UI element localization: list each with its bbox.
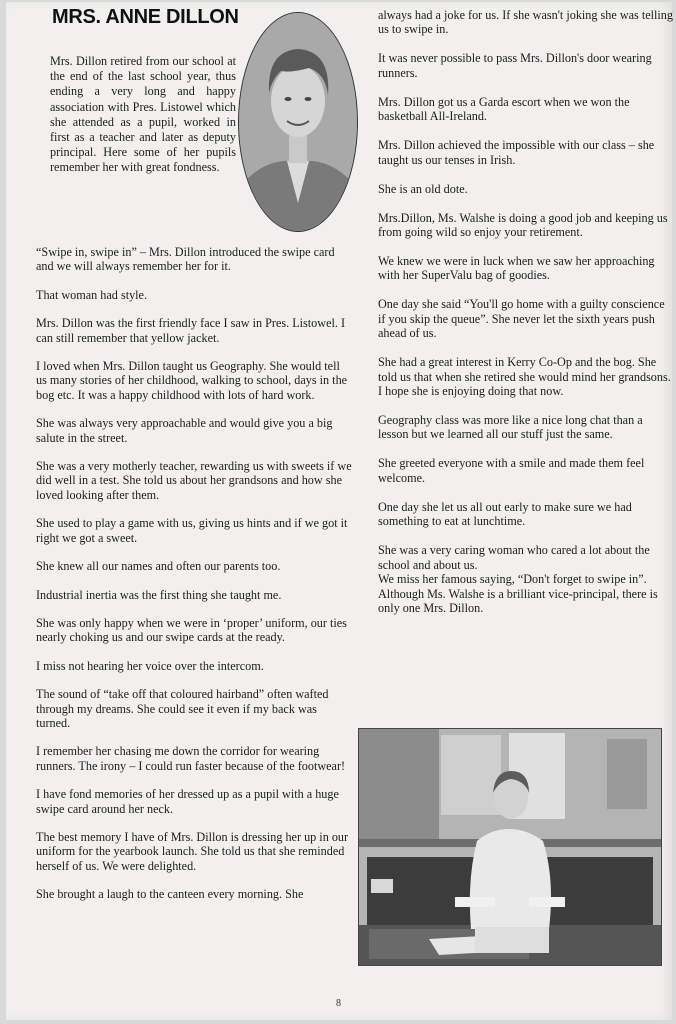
memory-paragraph: always had a joke for us. If she wasn't joking she was telling us to swipe in. [378,8,673,37]
right-column [378,8,674,630]
memory-paragraph: I have fond memories of her dressed up as a pupil with a huge swipe card around her neck. [36,787,339,816]
memory-paragraph: One day she let us all out early to make sure we had something to eat at lunchtime. [378,499,632,529]
memory-paragraph: I miss not hearing her voice over the intercom. [36,658,264,673]
memory-paragraph: “Swipe in, swipe in” – Mrs. Dillon introduced the swipe card and we will always remember her for it. [36,245,335,274]
left-column [36,245,352,916]
portrait-photo [238,12,358,232]
memory-paragraph: She was a very motherly teacher, rewarding us with sweets if we did well in a test. She told us about her grandsons and how she loved looking after them. [36,459,352,502]
memory-paragraph: Industrial inertia was the first thing she taught me. [36,587,282,602]
memory-paragraph: She greeted everyone with a smile and made them feel welcome. [378,456,645,485]
memory-paragraph: She knew all our names and often our parents too. [36,559,281,574]
memory-paragraph: Mrs. Dillon got us a Garda escort when we won the basketball All-Ireland. [378,94,630,124]
memory-paragraph: Mrs. Dillon achieved the impossible with our class – she taught us our tenses in Irish. [378,138,655,167]
memory-paragraph: Mrs.Dillon, Ms. Walshe is doing a good job and keeping us from going wild so enjoy your retirement. [378,210,668,240]
memory-paragraph: She was a very caring woman who cared a lot about the school and about us. [378,543,650,572]
memory-paragraph: She is an old dote. [378,181,468,196]
memory-paragraph: That woman had style. [36,287,148,302]
page [6,2,672,1020]
article-intro: Mrs. Dillon retired from our school at the end of the last school year, thus ending a very long and happy association with Pres. Listowel which she attended as a pupil, worked in first as a teacher and later as deputy principal. Here some of her pupils remember her with great fondness. [50,54,236,175]
memory-paragraph: She used to play a game with us, giving us hints and if we got it right we got a sweet. [36,516,348,545]
memory-paragraph: Mrs. Dillon was the first friendly face I saw in Pres. Listowel. I can still remember that yellow jacket. [36,316,346,345]
memory-paragraph: Geography class was more like a nice long chat than a lesson but we learned all our stuff just the same. [378,413,643,442]
memory-paragraph: She brought a laugh to the canteen every morning. She [36,887,304,902]
memory-paragraph: It was never possible to pass Mrs. Dillon's door wearing runners. [378,51,652,80]
article-title: MRS. ANNE DILLON [52,6,239,28]
memory-paragraph: One day she said “You'll go home with a guilty conscience if you skip the queue”. She never let the sixth years push ahead of us. [378,297,665,341]
memory-paragraph: I remember her chasing me down the corridor for wearing runners. The irony – I could run faster because of the footwear! [36,744,346,773]
memory-paragraph: She was only happy when we were in ‘proper’ uniform, our ties nearly choking us and our swipe cards at the ready. [36,615,347,645]
memory-paragraph: The sound of “take off that coloured hairband” often wafted through my dreams. She could see it even if my back was turned. [36,687,329,730]
memory-paragraph: The best memory I have of Mrs. Dillon is dressing her up in our uniform for the yearbook launch. She told us that she reminded herself of us. We were delighted. [36,829,349,873]
memory-paragraph: We knew we were in luck when we saw her approaching with her SuperValu bag of goodies. [378,254,655,283]
staffroom-photo [358,728,662,966]
memory-paragraph: I loved when Mrs. Dillon taught us Geography. She would tell us many stories of her childhood, walking to school, days in the bog etc. It was a happy childhood with lots of hard work. [36,359,348,402]
memory-paragraph: She was always very approachable and would give you a big salute in the street. [36,416,333,445]
memory-paragraph: We miss her famous saying, “Don't forget to swipe in”. Although Ms. Walshe is a brilliant vice-principal, there is only one Mrs. Dillon. [378,572,658,615]
page-number: 8 [336,998,341,1009]
memory-paragraph: She had a great interest in Kerry Co-Op and the bog. She told us that when she retired she would mind her grandsons. I hope she is enjoying doing that now. [378,355,671,399]
